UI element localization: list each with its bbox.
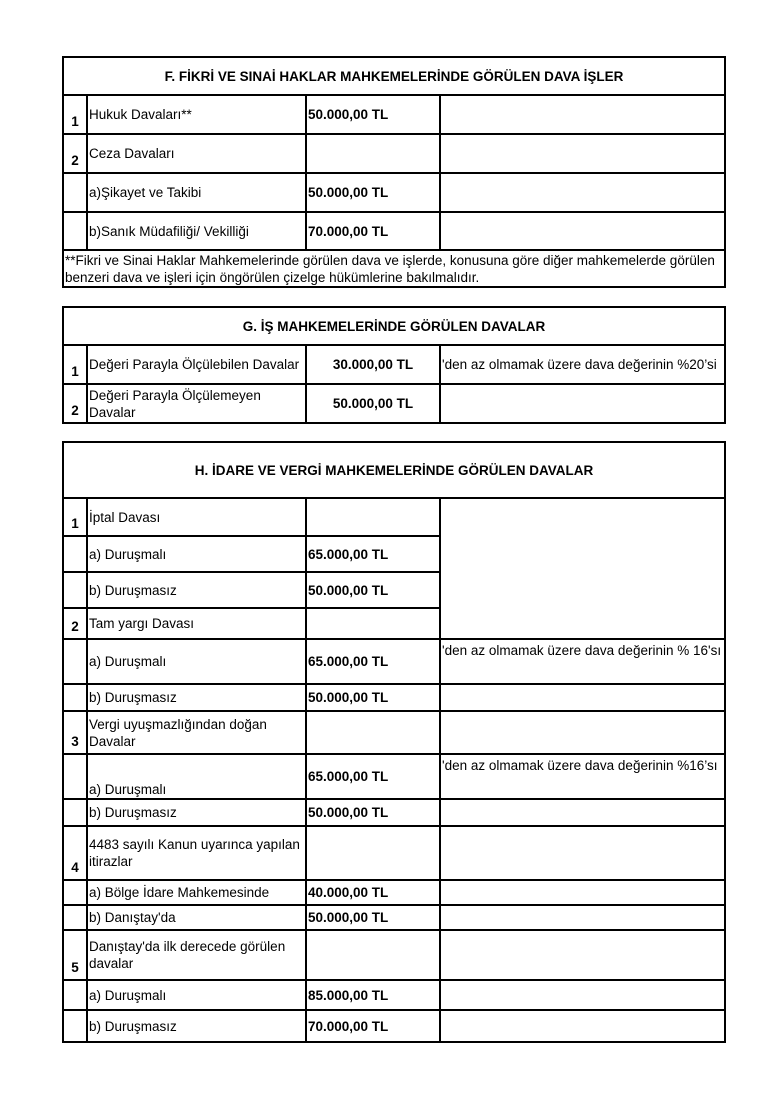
row-label: b) Duruşmasız: [87, 1010, 306, 1042]
row-amount: 85.000,00 TL: [306, 980, 440, 1010]
footnote: **Fikri ve Sinai Haklar Mahkemelerinde görülen dava ve işlerde, konusuna göre diğer mahkemelerde görülen benzeri dava ve işleri için öngörülen çizelge hükümlerine bakılmalıdır.: [63, 250, 725, 287]
row-note: [440, 95, 725, 134]
section-f-title: F. FİKRİ VE SINAİ HAKLAR MAHKEMELERİNDE GÖRÜLEN DAVA İŞLER: [63, 57, 725, 95]
row-note: [440, 212, 725, 250]
row-amount: [306, 608, 440, 639]
row-number: [63, 799, 87, 826]
table-row: [63, 95, 725, 134]
row-amount: 50.000,00 TL: [306, 799, 440, 826]
row-note: [440, 1010, 725, 1042]
row-label: Ceza Davaları: [87, 134, 306, 173]
row-label: b) Danıştay'da: [87, 905, 306, 930]
row-number: [63, 572, 87, 608]
section-g-table: [62, 306, 726, 424]
row-note: [440, 498, 725, 639]
row-amount: [306, 134, 440, 173]
row-note: [440, 134, 725, 173]
row-amount: 50.000,00 TL: [306, 572, 440, 608]
row-label: Değeri Parayla Ölçülebilen Davalar: [87, 345, 306, 384]
row-amount: [306, 930, 440, 980]
row-amount: 40.000,00 TL: [306, 880, 440, 905]
row-amount: 50.000,00 TL: [306, 684, 440, 711]
section-h-table: [62, 441, 726, 1043]
row-label: Tam yargı Davası: [87, 608, 306, 639]
row-amount: [306, 498, 440, 536]
table-row: [63, 754, 725, 799]
row-number: 1: [63, 498, 87, 536]
row-label: 4483 sayılı Kanun uyarınca yapılan itirazlar: [87, 826, 306, 880]
table-row: [63, 639, 725, 684]
table-row: [63, 684, 725, 711]
row-label: Değeri Parayla Ölçülemeyen Davalar: [87, 384, 306, 423]
row-amount: 65.000,00 TL: [306, 536, 440, 572]
row-amount: 50.000,00 TL: [306, 384, 440, 423]
section-f-table: [62, 56, 726, 288]
table-row: [63, 498, 725, 536]
row-number: [63, 754, 87, 799]
row-label: b) Duruşmasız: [87, 684, 306, 711]
row-number: 2: [63, 608, 87, 639]
row-note: [440, 980, 725, 1010]
row-label: Danıştay'da ilk derecede görülen davalar: [87, 930, 306, 980]
row-note: [440, 684, 725, 711]
row-amount: 50.000,00 TL: [306, 173, 440, 212]
row-amount: 65.000,00 TL: [306, 754, 440, 799]
table-row: [63, 1010, 725, 1042]
row-number: [63, 880, 87, 905]
table-row: [63, 880, 725, 905]
row-note: [440, 173, 725, 212]
row-note: [440, 880, 725, 905]
row-label: Hukuk Davaları**: [87, 95, 306, 134]
row-number: [63, 1010, 87, 1042]
row-label: a) Bölge İdare Mahkemesinde: [87, 880, 306, 905]
row-amount: 70.000,00 TL: [306, 1010, 440, 1042]
row-amount: [306, 711, 440, 754]
row-number: [63, 536, 87, 572]
row-number: 1: [63, 345, 87, 384]
row-amount: 65.000,00 TL: [306, 639, 440, 684]
section-g-title: G. İŞ MAHKEMELERİNDE GÖRÜLEN DAVALAR: [63, 307, 725, 345]
row-amount: 70.000,00 TL: [306, 212, 440, 250]
table-row: [63, 980, 725, 1010]
row-note: [440, 826, 725, 880]
row-number: [63, 639, 87, 684]
row-label: a)Şikayet ve Takibi: [87, 173, 306, 212]
row-label: a) Duruşmalı: [87, 536, 306, 572]
row-number: [63, 684, 87, 711]
table-row: [63, 826, 725, 880]
row-label: a) Duruşmalı: [87, 980, 306, 1010]
row-number: [63, 212, 87, 250]
table-row: [63, 799, 725, 826]
row-number: 5: [63, 930, 87, 980]
row-number: [63, 980, 87, 1010]
row-number: 4: [63, 826, 87, 880]
table-row: [63, 930, 725, 980]
row-label: Vergi uyuşmazlığından doğan Davalar: [87, 711, 306, 754]
row-amount: 30.000,00 TL: [306, 345, 440, 384]
row-number: 2: [63, 134, 87, 173]
table-row: [63, 384, 725, 423]
row-note: [440, 905, 725, 930]
row-note: [440, 711, 725, 754]
row-label: b) Duruşmasız: [87, 799, 306, 826]
row-number: 3: [63, 711, 87, 754]
table-row: [63, 173, 725, 212]
row-label: b) Duruşmasız: [87, 572, 306, 608]
row-label: a) Duruşmalı: [87, 639, 306, 684]
row-label: b)Sanık Müdafiliği/ Vekilliği: [87, 212, 306, 250]
row-number: 2: [63, 384, 87, 423]
row-label: a) Duruşmalı: [87, 754, 306, 799]
row-number: [63, 173, 87, 212]
row-amount: [306, 826, 440, 880]
row-note: 'den az olmamak üzere dava değerinin % 16'sı: [440, 639, 725, 684]
row-number: 1: [63, 95, 87, 134]
row-number: [63, 905, 87, 930]
row-note: [440, 799, 725, 826]
row-note: 'den az olmamak üzere dava değerinin %20’si: [440, 345, 725, 384]
row-note: [440, 384, 725, 423]
table-row: [63, 905, 725, 930]
table-row: [63, 711, 725, 754]
table-row: [63, 212, 725, 250]
row-amount: 50.000,00 TL: [306, 905, 440, 930]
row-label: İptal Davası: [87, 498, 306, 536]
section-h-title: H. İDARE VE VERGİ MAHKEMELERİNDE GÖRÜLEN DAVALAR: [63, 442, 725, 498]
table-row: [63, 134, 725, 173]
row-note: 'den az olmamak üzere dava değerinin %16’sı: [440, 754, 725, 799]
table-row: [63, 345, 725, 384]
row-note: [440, 930, 725, 980]
row-amount: 50.000,00 TL: [306, 95, 440, 134]
